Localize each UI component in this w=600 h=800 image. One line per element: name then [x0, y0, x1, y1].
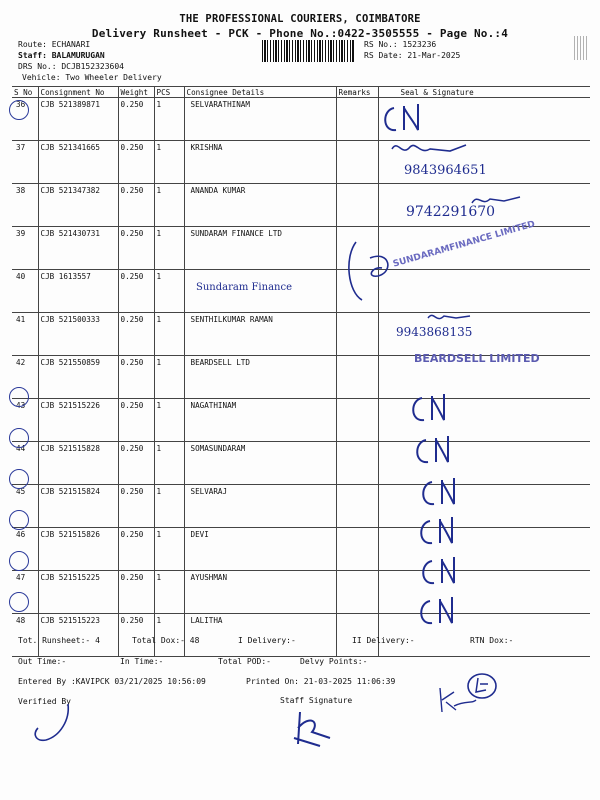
cn-signature-45	[420, 476, 470, 512]
sundaram-stamp: SUNDARAMFINANCE LIMITED	[392, 219, 537, 270]
cn-signature-47	[420, 555, 470, 591]
weight-cell: 0.250	[118, 141, 154, 184]
sno-cell: 40	[12, 270, 38, 313]
consignment-cell: CJB 521515225	[38, 571, 118, 614]
entered-by: Entered By :KAVIPCK 03/21/2025 10:56:09	[18, 677, 206, 686]
table-header-row	[12, 87, 590, 98]
signature-cell	[378, 614, 590, 657]
sno-cell: 45	[12, 485, 38, 528]
sno-cell: 43	[12, 399, 38, 442]
faint-barcode	[574, 36, 588, 60]
pcs-cell: 1	[154, 270, 184, 313]
weight-cell: 0.250	[118, 356, 154, 399]
cn-signature-44	[414, 434, 464, 470]
consignee-cell: KRISHNA	[184, 141, 336, 184]
sno-cell: 39	[12, 227, 38, 270]
remarks-cell	[336, 442, 378, 485]
consignee-cell: ANANDA KUMAR	[184, 184, 336, 227]
consignment-cell: CJB 521515226	[38, 399, 118, 442]
signature-cell	[378, 485, 590, 528]
ii-delivery: II Delivery:-	[352, 636, 415, 645]
phone-37: 9843964651	[404, 163, 487, 178]
remarks-cell	[336, 485, 378, 528]
weight-cell: 0.250	[118, 98, 154, 141]
consignee-cell: SUNDARAM FINANCE LTD	[184, 227, 336, 270]
initials-mark	[436, 670, 506, 720]
col-consignment: Consignment No	[38, 87, 118, 98]
table-row	[12, 313, 590, 356]
out-time: Out Time:-	[18, 657, 67, 666]
circle-mark	[9, 387, 29, 407]
verified-by: Verified By	[18, 697, 71, 706]
delvy-points: Delvy Points:-	[300, 657, 368, 666]
runsheet-title: Delivery Runsheet - PCK - Phone No.:0422-3505555 - Page No.:4	[91, 27, 509, 40]
printed-on: Printed On: 21-03-2025 11:06:39	[246, 677, 396, 686]
pcs-cell: 1	[154, 98, 184, 141]
consignee-cell: AYUSHMAN	[184, 571, 336, 614]
cn-signature-36	[380, 100, 440, 140]
consignment-cell: CJB 521550859	[38, 356, 118, 399]
drs-number: DRS No.: DCJB152323604	[18, 62, 124, 71]
circle-mark	[9, 100, 29, 120]
staff: Staff: BALAMURUGAN	[18, 51, 105, 60]
barcode	[262, 40, 354, 62]
staff-signature	[290, 708, 340, 748]
total-pod: Total POD:-	[218, 657, 271, 666]
remarks-cell	[336, 399, 378, 442]
weight-cell: 0.250	[118, 313, 154, 356]
cn-signature-48	[418, 595, 468, 631]
weight-cell: 0.250	[118, 485, 154, 528]
col-weight: Weight	[118, 87, 154, 98]
in-time: In Time:-	[120, 657, 164, 666]
weight-cell: 0.250	[118, 571, 154, 614]
remarks-cell	[336, 571, 378, 614]
consignment-cell: CJB 1613557	[38, 270, 118, 313]
pcs-cell: 1	[154, 528, 184, 571]
beardsell-stamp: BEARDSELL LIMITED	[414, 352, 540, 365]
note-40: Sundaram Finance	[196, 282, 292, 293]
cn-signature-43	[410, 392, 460, 428]
sno-cell: 44	[12, 442, 38, 485]
sno-cell: 46	[12, 528, 38, 571]
table-row	[12, 571, 590, 614]
consignment-cell: CJB 521500333	[38, 313, 118, 356]
weight-cell: 0.250	[118, 614, 154, 657]
pcs-cell: 1	[154, 184, 184, 227]
sno-cell: 36	[12, 98, 38, 141]
col-sno: S No	[12, 87, 38, 98]
col-consignee: Consignee Details	[184, 87, 336, 98]
phone-41: 9943868135	[396, 325, 473, 339]
company-name: THE PROFESSIONAL COURIERS, COIMBATORE	[179, 13, 421, 25]
consignment-cell: CJB 521515824	[38, 485, 118, 528]
circle-mark	[9, 592, 29, 612]
consignment-cell: CJB 521515223	[38, 614, 118, 657]
sno-cell: 38	[12, 184, 38, 227]
route: Route: ECHANARI	[18, 40, 91, 49]
remarks-cell	[336, 313, 378, 356]
table-row	[12, 141, 590, 184]
signature-cell	[378, 442, 590, 485]
i-delivery: I Delivery:-	[238, 636, 296, 645]
table-row	[12, 270, 590, 313]
verifier-signature	[30, 700, 80, 745]
consignee-cell: DEVI	[184, 528, 336, 571]
sno-cell: 37	[12, 141, 38, 184]
pcs-cell: 1	[154, 356, 184, 399]
col-signature: Seal & Signature	[378, 87, 590, 98]
pcs-cell: 1	[154, 227, 184, 270]
sno-cell: 42	[12, 356, 38, 399]
remarks-cell	[336, 356, 378, 399]
pcs-cell: 1	[154, 571, 184, 614]
remarks-cell	[336, 184, 378, 227]
pcs-cell: 1	[154, 141, 184, 184]
circle-mark	[9, 428, 29, 448]
circle-mark	[9, 469, 29, 489]
weight-cell: 0.250	[118, 227, 154, 270]
consignment-cell: CJB 521515826	[38, 528, 118, 571]
signature-cell	[378, 571, 590, 614]
staff-signature-label: Staff Signature	[280, 696, 353, 705]
weight-cell: 0.250	[118, 528, 154, 571]
rs-date: RS Date: 21-Mar-2025	[364, 51, 461, 60]
weight-cell: 0.250	[118, 184, 154, 227]
cn-signature-46	[418, 515, 468, 551]
pcs-cell: 1	[154, 313, 184, 356]
runsheet-table	[12, 86, 590, 657]
signature-41	[426, 310, 476, 326]
remarks-cell	[336, 141, 378, 184]
rs-number: RS No.: 1523236	[364, 40, 437, 49]
weight-cell: 0.250	[118, 442, 154, 485]
table-row	[12, 442, 590, 485]
consignee-cell: SENTHILKUMAR RAMAN	[184, 313, 336, 356]
consignee-cell: BEARDSELL LTD	[184, 356, 336, 399]
pcs-cell: 1	[154, 399, 184, 442]
phone-38: 9742291670	[406, 204, 496, 220]
signature-cell	[378, 270, 590, 313]
col-pcs: PCS	[154, 87, 184, 98]
circle-mark	[9, 551, 29, 571]
table-row	[12, 528, 590, 571]
consignment-cell: CJB 521341665	[38, 141, 118, 184]
consignee-cell: SOMASUNDARAM	[184, 442, 336, 485]
sno-cell: 48	[12, 614, 38, 657]
sno-cell: 47	[12, 571, 38, 614]
consignee-cell: SELVARAJ	[184, 485, 336, 528]
remarks-cell	[336, 528, 378, 571]
remarks-cell	[336, 614, 378, 657]
vehicle: Vehicle: Two Wheeler Delivery	[22, 73, 162, 82]
consignment-cell: CJB 521389871	[38, 98, 118, 141]
consignment-cell: CJB 521430731	[38, 227, 118, 270]
table-row	[12, 98, 590, 141]
weight-cell: 0.250	[118, 399, 154, 442]
table-row	[12, 614, 590, 657]
pcs-cell: 1	[154, 614, 184, 657]
tot-runsheet: Tot. Runsheet:- 4	[18, 636, 100, 645]
consignee-cell: SELVARATHINAM	[184, 98, 336, 141]
consignment-cell: CJB 521515828	[38, 442, 118, 485]
consignee-cell: NAGATHINAM	[184, 399, 336, 442]
consignee-cell: LALITHA	[184, 614, 336, 657]
table-row	[12, 485, 590, 528]
total-dox: Total Dox:- 48	[132, 636, 200, 645]
signature-cell	[378, 528, 590, 571]
pcs-cell: 1	[154, 442, 184, 485]
remarks-cell	[336, 98, 378, 141]
weight-cell: 0.250	[118, 270, 154, 313]
circle-mark	[9, 510, 29, 530]
table-row	[12, 399, 590, 442]
signature-40	[342, 238, 402, 308]
rtn-dox: RTN Dox:-	[470, 636, 514, 645]
consignment-cell: CJB 521347382	[38, 184, 118, 227]
pcs-cell: 1	[154, 485, 184, 528]
sno-cell: 41	[12, 313, 38, 356]
col-remarks: Remarks	[336, 87, 378, 98]
